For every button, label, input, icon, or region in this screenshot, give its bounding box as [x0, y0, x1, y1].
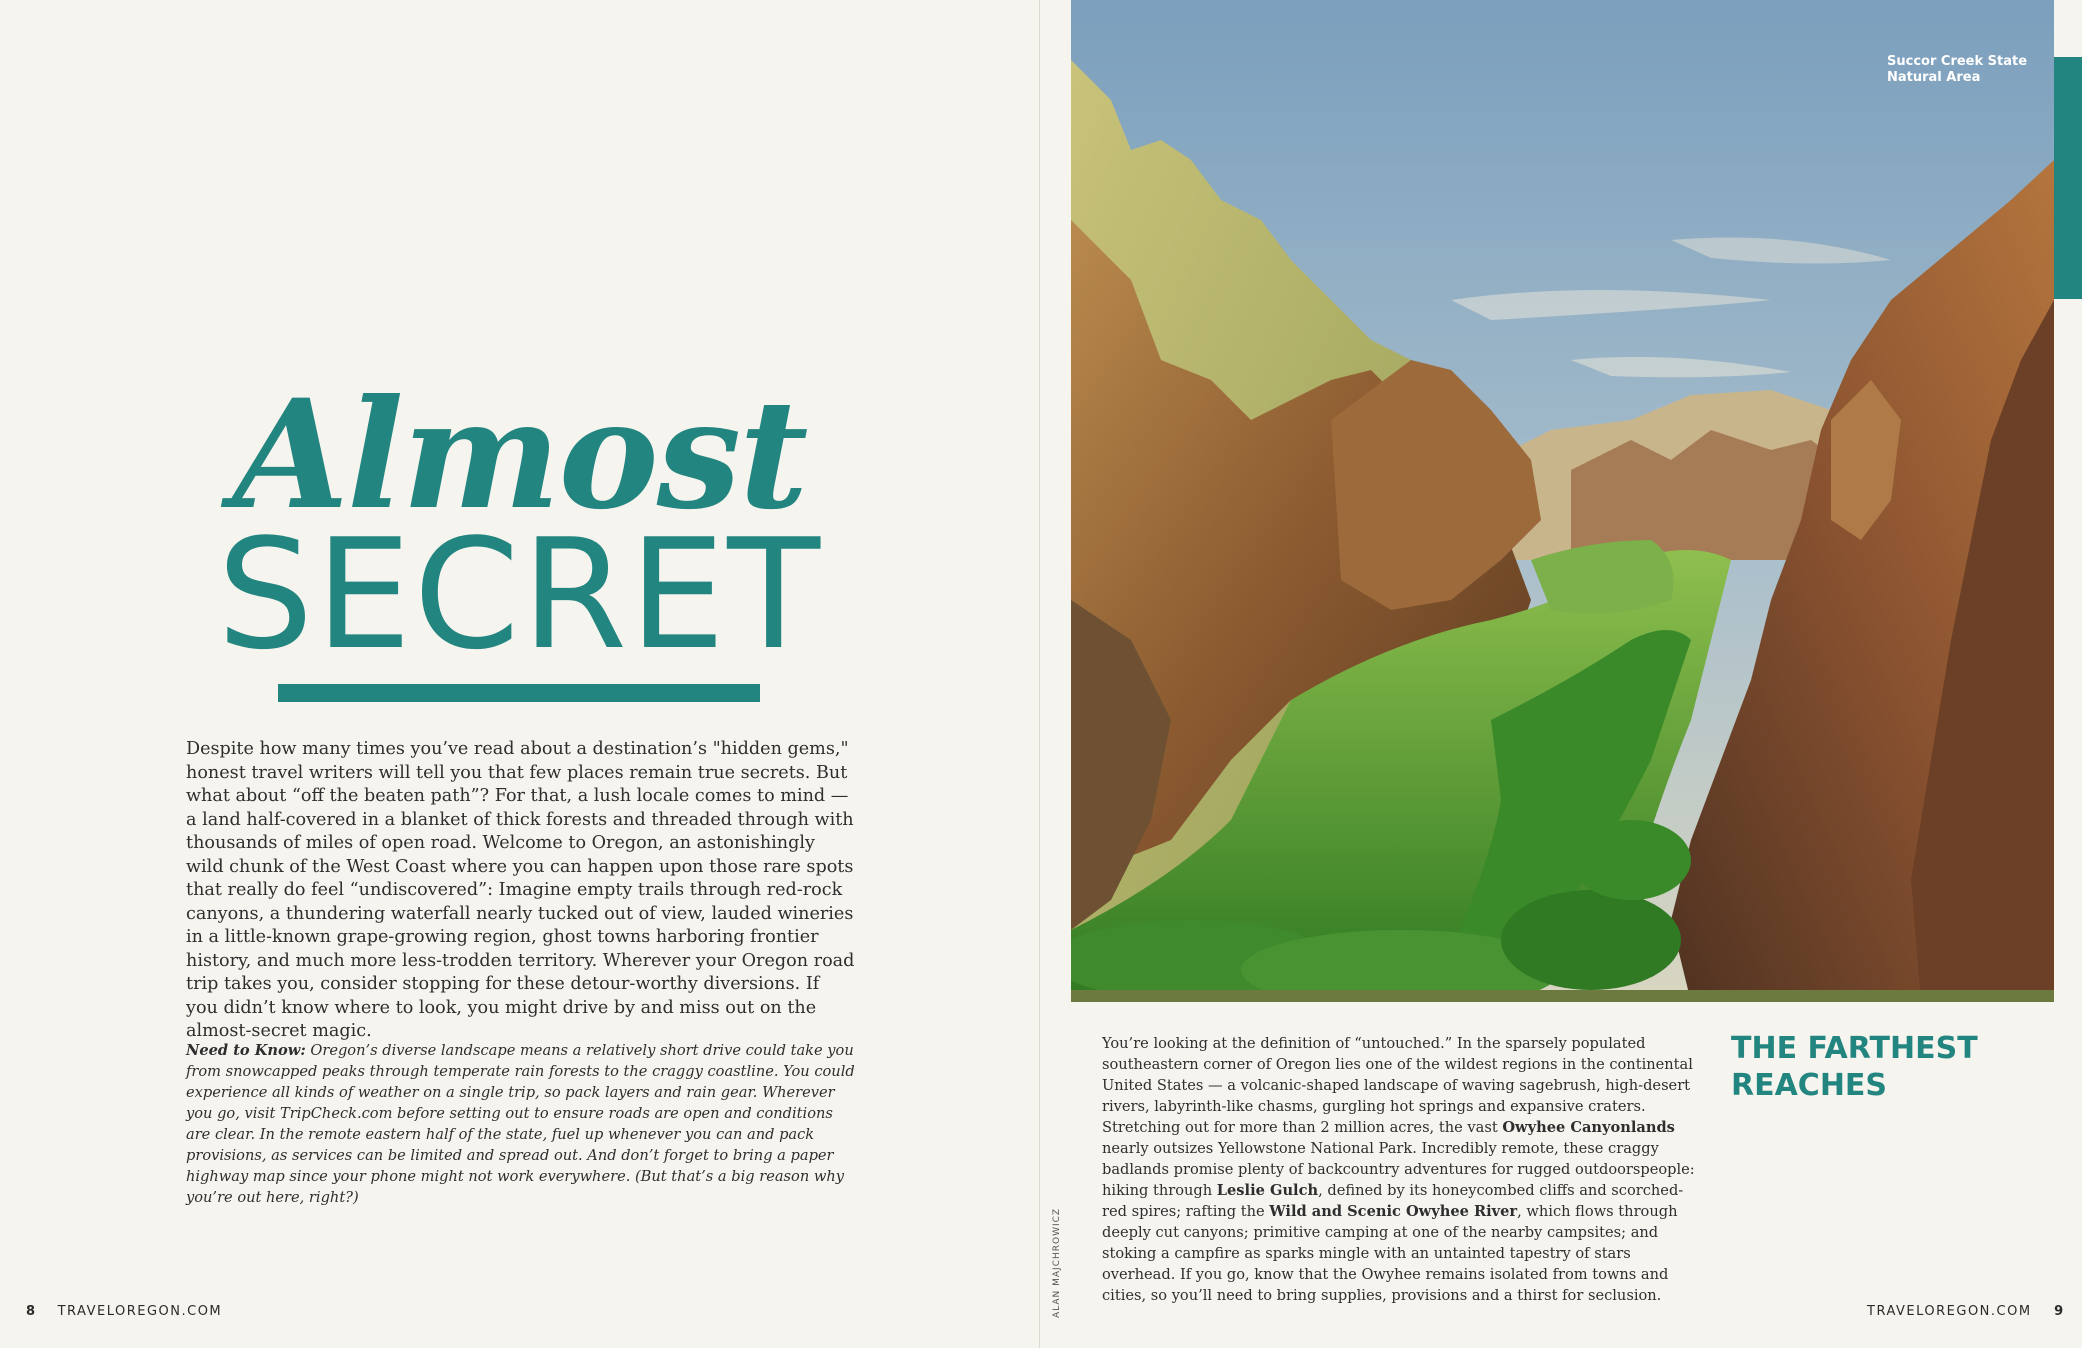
canyon-photo — [1071, 0, 2054, 1002]
right-site-link[interactable]: TRAVELOREGON.COM — [1867, 1304, 2032, 1319]
section-heading-line-1: THE FARTHEST — [1731, 1031, 1978, 1066]
title-caps: SECRET — [216, 506, 823, 683]
left-page — [0, 0, 1039, 1348]
photo-caption-line-1: Succor Creek State — [1887, 54, 2028, 69]
section-heading-line-2: REACHES — [1731, 1068, 1888, 1103]
right-page — [1040, 0, 2082, 1348]
photo-caption — [1887, 54, 2067, 86]
right-page-number: 9 — [2054, 1304, 2064, 1319]
leslie-gulch-bold: Leslie Gulch — [1216, 1182, 1319, 1199]
need-to-know-paragraph — [186, 1040, 856, 1208]
intro-paragraph: Despite how many times you’ve read about a destination’s "hidden gems," honest travel writers will tell you that few places remain true secrets. But what about “off the beaten path”? For that, a lush locale comes to mind — a land half-covered in a blanket of thick forests and threaded through with thousands of miles of open road. Welcome to Oregon, an astonishingly wild chunk of the West Coast where you can happen upon those rare spots that really do feel “undiscovered”: Imagine empty trails through red-rock canyons, a thundering waterfall nearly tucked out of view, lauded wineries in a little-known grape-growing region, ghost towns harboring frontier history, and much more less-trodden territory. Wherever your Oregon road trip takes you, consider stopping for these detour-worthy diversions. If you didn’t know where to look, you might drive by and miss out on the almost-secret magic. — [186, 739, 855, 1041]
canyon-landscape-image — [1071, 0, 2054, 1002]
body-text-1: You’re looking at the definition of “untouched.” In the sparsely populated southeastern corner of Oregon lies one of the wildest regions in the continental United States — a volcanic-shaped landscape of waving sagebrush, high-desert rivers, labyrinth-like chasms, gurgling hot springs and expansive craters. Stretching out for more than 2 million acres, the vast — [1102, 1035, 1693, 1136]
body-text-2: nearly outsizes Yellowstone National Park. Incredibly remote, these craggy badlands promise plenty of backcountry adventures for rugged outdoorspeople: hiking through — [1102, 1140, 1695, 1199]
photo-caption-line-2: Natural Area — [1887, 70, 1981, 85]
farthest-reaches-body — [1102, 1033, 1706, 1306]
left-site-link[interactable]: TRAVELOREGON.COM — [57, 1304, 223, 1319]
body-text-4: , which flows through deeply cut canyons; primitive camping at one of the nearby campsites; and stoking a campfire as sparks mingle with an untainted tapestry of stars overhead. If you go, know that the Owyhee remains isolated from towns and cities, so you’ll need to bring supplies, provisions and a thirst for seclusion. — [1102, 1203, 1678, 1304]
right-folio — [1867, 1304, 2063, 1319]
title-script: Almost — [232, 367, 807, 543]
left-page-number: 8 — [26, 1304, 36, 1319]
need-to-know-label: Need to Know: — [186, 1042, 306, 1059]
section-heading — [1731, 1030, 2031, 1104]
photo-credit: ALAN MAJCHROWICZ — [1052, 1207, 1062, 1318]
section-tab-marker — [2054, 57, 2082, 299]
owyhee-river-bold: Wild and Scenic Owyhee River — [1269, 1203, 1518, 1220]
left-folio — [26, 1304, 222, 1319]
need-to-know-text: Oregon’s diverse landscape means a relatively short drive could take you from snowcapped peaks through temperate rain forests to the craggy coastline. You could experience all kinds of weather on a single trip, so pack layers and rain gear. Wherever you go, visit TripCheck.com before setting out to ensure roads are open and conditions are clear. In the remote eastern half of the state, fuel up whenever you can and pack provisions, as services can be limited and spread out. And don’t forget to bring a paper highway map since your phone might not work everywhere. (But that’s a big reason why you’re out here, right?) — [186, 1042, 855, 1206]
owyhee-canyonlands-bold: Owyhee Canyonlands — [1502, 1119, 1675, 1136]
title-underline — [278, 684, 760, 702]
body-text-3: , defined by its honeycombed cliffs and scorched-red spires; rafting the — [1102, 1182, 1684, 1220]
